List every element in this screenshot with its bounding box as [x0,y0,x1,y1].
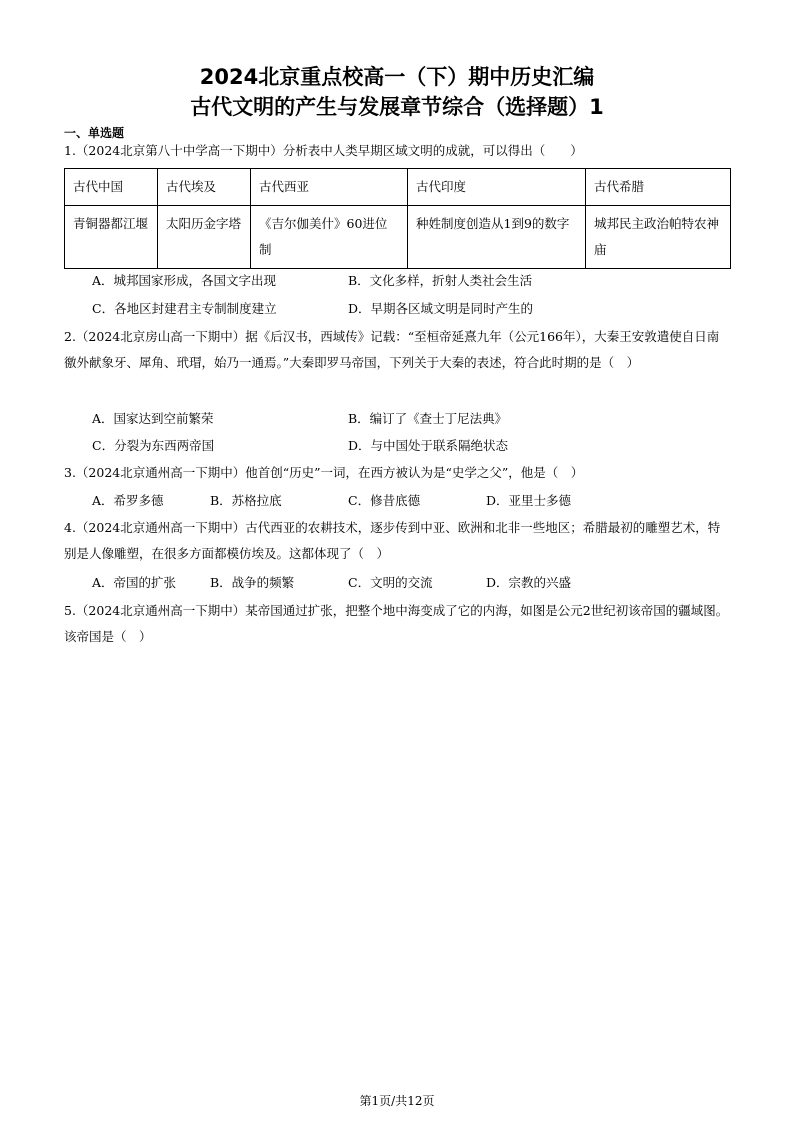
option-a[interactable]: A．希罗多德 [92,493,164,508]
table-cell: 城邦民主政治帕特农神庙 [586,206,731,269]
table-header-cell: 古代印度 [408,169,586,206]
option-b[interactable]: B．苏格拉底 [210,493,282,508]
option-a[interactable]: A．国家达到空前繁荣 [92,411,214,426]
table-header-cell: 古代西亚 [251,169,408,206]
table-cell: 种姓制度创造从1到9的数字 [408,206,586,269]
question-5-stem: 5.（2024北京通州高一下期中）某帝国通过扩张，把整个地中海变成了它的内海，如图是公元2世纪初该帝国的疆域图。该帝国是（ ） [64,603,729,644]
page-footer: 第1页/共12页 [359,1094,435,1108]
table-header-cell: 古代中国 [65,169,158,206]
table-header-cell: 古代埃及 [158,169,251,206]
option-d[interactable]: D．早期各区域文明是同时产生的 [348,301,534,316]
document-title-line2: 古代文明的产生与发展章节综合（选择题）1 [190,95,604,119]
option-c[interactable]: C．分裂为东西两帝国 [92,438,215,453]
table-header-row [65,169,731,206]
option-c[interactable]: C．文明的交流 [348,575,433,590]
option-b[interactable]: B．文化多样，折射人类社会生活 [348,273,533,288]
table-cell: 青铜器都江堰 [65,206,158,269]
option-d[interactable]: D．与中国处于联系隔绝状态 [348,438,509,453]
question-4-stem: 4.（2024北京通州高一下期中）古代西亚的农耕技术，逐步传到中亚、欧洲和北非一些地区；希腊最初的雕塑艺术，特别是人像雕塑，在很多方面都模仿埃及。这都体现了（ ） [64,520,721,561]
option-c[interactable]: C．修昔底德 [348,493,421,508]
table-cell: 太阳历金字塔 [158,206,251,269]
question-1-table [64,168,731,269]
document-title-line1: 2024北京重点校高一（下）期中历史汇编 [199,65,595,89]
question-3-stem: 3.（2024北京通州高一下期中）他首创“历史”一词，在西方被认为是“史学之父”，他是（ ） [64,465,584,480]
question-2-stem: 2.（2024北京房山高一下期中）据《后汉书，西域传》记载：“至桓帝延熹九年（公元166年），大秦王安敦遣使自日南徼外献象牙、犀角、玳瑁，始乃一通焉。”大秦即罗马帝国，下列关于大秦的表述，符合此时期的是（ ） [64,329,720,370]
table-header-cell: 古代希腊 [586,169,731,206]
option-d[interactable]: D．宗教的兴盛 [486,575,572,590]
option-d[interactable]: D．亚里士多德 [486,493,572,508]
table-cell: 《吉尔伽美什》60进位制 [251,206,408,269]
option-c[interactable]: C．各地区封建君主专制制度建立 [92,301,277,316]
table-row [65,206,731,269]
section-title: 一、单选题 [64,126,125,140]
option-a[interactable]: A．帝国的扩张 [92,575,177,590]
option-b[interactable]: B．编订了《查士丁尼法典》 [348,411,508,426]
option-a[interactable]: A．城邦国家形成，各国文字出现 [92,273,277,288]
option-b[interactable]: B．战争的频繁 [210,575,295,590]
question-1-stem: 1.（2024北京第八十中学高一下期中）分析表中人类早期区域文明的成就，可以得出（ ） [64,143,583,158]
